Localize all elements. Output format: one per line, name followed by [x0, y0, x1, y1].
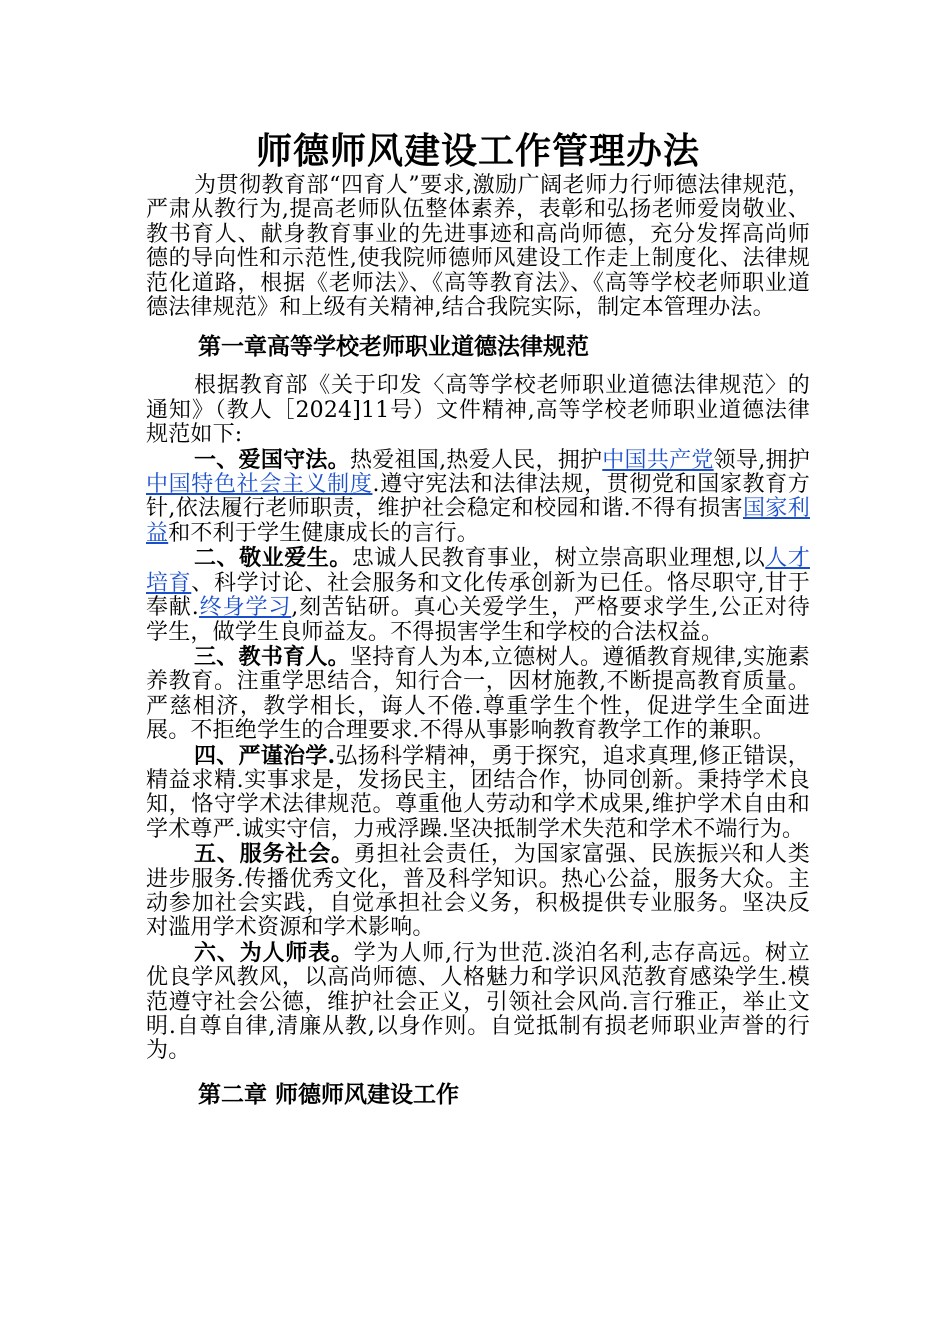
- chapter-1-intro: 根据教育部《关于印发〈高等学校老师职业道德法律规范〉的通知》（教人［2024]11号）文件精神,高等学校老师职业道德法律规范如下:: [146, 373, 810, 448]
- link-cpc[interactable]: 中国共产党: [602, 447, 714, 473]
- article-lead: 四、严谨治学.: [194, 742, 336, 769]
- intro-paragraph: 为贯彻教育部“四育人”要求,激励广阔老师力行师德法律规范，严肃从教行为,提高老师队伍整体素养，表彰和弘扬老师爱岗敬业、教书育人、献身教育事业的先进事迹和高尚师德，充分发挥高尚师德的导向性和示范性,使我院师德师风建设工作走上制度化、法律规范化道路，根据《老师法》、《高等教育法》、《高等学校老师职业道德法律规范》和上级有关精神,结合我院实际，制定本管理办法。: [146, 173, 810, 321]
- link-socialist-system[interactable]: 中国特色社会主义制度: [146, 472, 373, 498]
- article-lead: 五、服务社会。: [194, 841, 354, 868]
- article-patriotism: [146, 448, 810, 547]
- article-text: 弘扬科学精神，勇于探究，追求真理,修正错误，精益求精.实事求是，发扬民主，团结合作，协同创新。秉持学术良知，恪守学术法律规范。尊重他人劳动和学术成果,维护学术自由和学术尊严.诚实守信，力戒浮躁.坚决抵制学术失范和学术不端行为。: [146, 743, 810, 842]
- link-talent-cultivation[interactable]: 人才培育: [146, 546, 810, 596]
- article-lead: 一、爱国守法。: [194, 446, 350, 473]
- article-lead: 三、教书育人。: [194, 643, 350, 670]
- document-page: [146, 128, 810, 1122]
- article-role-model: [146, 941, 810, 1064]
- document-title: 师德师风建设工作管理办法: [255, 130, 700, 172]
- article-service: [146, 842, 810, 941]
- article-teaching: [146, 645, 810, 744]
- article-text: 坚持育人为本,立德树人。遵循教育规律,实施素养教育。注重学思结合，知行合一，因材施教,不断提高教育质量。严慈相济，教学相长，诲人不倦.尊重学生个性，促进学生全面进展。不拒绝学生的合理要求.不得从事影响教育教学工作的兼职。: [146, 644, 810, 744]
- article-lead: 六、为人师表。: [194, 939, 354, 966]
- chapter-2-heading: 第二章 师德师风建设工作: [198, 1080, 460, 1108]
- article-text: 、科学讨论、社会服务和文化传承创新为已任。恪尽职守,甘于奉献.: [146, 570, 810, 621]
- article-lead: 二、敬业爱生。: [194, 545, 352, 572]
- article-text: 领导,拥护: [713, 447, 810, 473]
- article-text: 学为人师,行为世范.淡泊名利,志存高远。树立优良学风教风，以高尚师德、人格魅力和学识风范教育感染学生.模范遵守社会公德，维护社会正义，引领社会风尚.言行雅正，举止文明.自尊自律,清廉从教,以身作则。自觉抵制有损老师职业声誉的行为。: [146, 940, 810, 1064]
- article-text: 和不利于学生健康成长的言行。: [168, 520, 480, 546]
- article-text: 勇担社会责任，为国家富强、民族振兴和人类进步服务.传播优秀文化，普及科学知识。热心公益，服务大众。主动参加社会实践，自觉承担社会义务，积极提供专业服务。坚决反对滥用学术资源和学术影响。: [146, 842, 810, 941]
- article-dedication: [146, 546, 810, 645]
- article-scholarship: [146, 744, 810, 843]
- article-text: 热爱祖国,热爱人民，拥护: [349, 447, 603, 473]
- link-lifelong-learning[interactable]: 终身学习: [198, 595, 292, 621]
- link-national-interest[interactable]: 国家利益: [146, 496, 810, 546]
- article-text: .遵守宪法和法律法规，贯彻党和国家教育方针,依法履行老师职责，维护社会稳定和校园和谐.不得有损害: [146, 472, 810, 522]
- article-text: ,刻苦钻研。真心关爱学生，严格要求学生,公正对待学生，做学生良师益友。不得损害学生和学校的合法权益。: [146, 595, 810, 645]
- chapter-1-heading: 第一章高等学校老师职业道德法律规范: [198, 333, 589, 361]
- article-text: 忠诚人民教育事业，树立崇高职业理想,以: [351, 546, 766, 572]
